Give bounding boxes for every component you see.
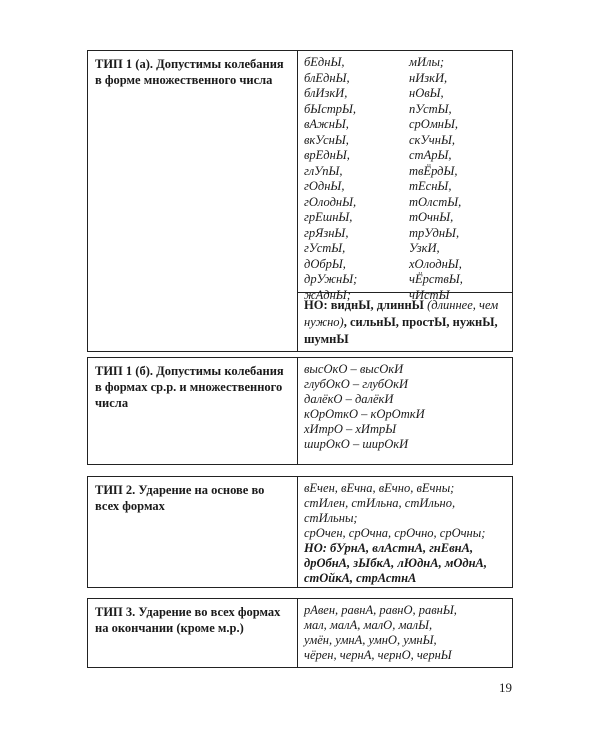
word-line: вЕчен, вЕчна, вЕчно, вЕчны; bbox=[304, 481, 455, 495]
column-divider bbox=[297, 358, 298, 464]
word-item: грЯзнЫ, bbox=[304, 225, 349, 240]
word-line: далёкО – далёкИ bbox=[304, 392, 394, 406]
word-item: бЕднЫ, bbox=[304, 55, 345, 69]
word-column-right bbox=[409, 55, 463, 303]
word-line: кОрОткО – кОрОткИ bbox=[304, 407, 425, 421]
exception-line: дрОбнА, зЫбкА, лЮднА, мОднА, bbox=[304, 556, 488, 570]
word-item: мИлы; bbox=[409, 55, 445, 69]
word-item: чЁрствЫ, bbox=[409, 272, 463, 286]
word-line: стИлен, стИльна, стИльно, bbox=[304, 496, 456, 510]
word-line: глубОкО – глубОкИ bbox=[304, 377, 408, 391]
word-line: хИтрО – хИтрЫ bbox=[304, 422, 397, 436]
word-item: срОмнЫ, bbox=[409, 117, 459, 131]
word-list bbox=[304, 481, 487, 586]
table-type-2 bbox=[87, 476, 513, 588]
exception-bold: шумнЫ bbox=[304, 332, 349, 346]
word-item: дрУжнЫ; bbox=[304, 272, 358, 286]
table-type-3 bbox=[87, 598, 513, 668]
word-item: дОбрЫ, bbox=[304, 256, 346, 271]
word-line: стИльны; bbox=[304, 511, 358, 525]
type-label-line: всех формах bbox=[95, 499, 165, 513]
column-divider bbox=[297, 599, 298, 667]
word-list bbox=[304, 362, 425, 452]
word-item: тОчнЫ, bbox=[409, 210, 454, 224]
word-item: бЫстрЫ, bbox=[304, 101, 357, 116]
exception-paren: нужно) bbox=[304, 315, 344, 329]
type-label bbox=[95, 482, 264, 514]
word-item: вАжнЫ, bbox=[304, 117, 349, 131]
word-item: чИстЫ bbox=[409, 287, 450, 302]
word-column-left bbox=[304, 55, 357, 303]
type-label-line: числа bbox=[95, 396, 129, 410]
word-item: трУднЫ, bbox=[409, 225, 460, 240]
word-item: нИзкИ, bbox=[409, 70, 448, 85]
word-item: хОлоднЫ, bbox=[409, 256, 462, 271]
word-item: жАднЫ; bbox=[304, 287, 351, 302]
word-line: чёрен, чернА, чернО, чернЫ bbox=[304, 648, 452, 662]
word-item: тЕснЫ, bbox=[409, 179, 452, 193]
exception-line: стОйкА, стрАстнА bbox=[304, 571, 417, 585]
word-item: УзкИ, bbox=[409, 241, 440, 255]
exception-line: НО: бУрнА, влАстнА, гнЕвнА, bbox=[304, 541, 474, 555]
word-item: блИзкИ, bbox=[304, 86, 348, 100]
word-line: высОкО – высОкИ bbox=[304, 362, 404, 376]
type-label-line: ТИП 1 (б). Допустимы колебания bbox=[95, 364, 284, 378]
word-list bbox=[304, 603, 457, 663]
column-divider bbox=[297, 477, 298, 587]
word-item: блЕднЫ, bbox=[304, 70, 350, 85]
type-label-line: в форме множественного числа bbox=[95, 73, 273, 87]
word-item: врЕднЫ, bbox=[304, 148, 350, 162]
type-label bbox=[95, 604, 280, 636]
word-item: вкУснЫ, bbox=[304, 132, 349, 147]
exception-bold: НО: виднЫ, длиннЫ bbox=[304, 298, 424, 312]
type-label bbox=[95, 363, 284, 411]
exception-paren: (длиннее, чем bbox=[423, 298, 499, 312]
word-line: ширОкО – ширОкИ bbox=[304, 437, 409, 451]
type-label-line: ТИП 1 (а). Допустимы колебания bbox=[95, 57, 284, 71]
type-label-line: ТИП 2. Ударение на основе во bbox=[95, 483, 265, 497]
table-type-1b bbox=[87, 357, 513, 465]
table-type-1a bbox=[87, 50, 513, 352]
word-item: гУстЫ, bbox=[304, 241, 346, 255]
type-label bbox=[95, 56, 284, 88]
type-label-line: ТИП 3. Ударение во всех формах bbox=[95, 605, 281, 619]
word-item: нОвЫ, bbox=[409, 86, 444, 100]
exception-note bbox=[304, 297, 498, 348]
word-line: умён, умнА, умнО, умнЫ, bbox=[304, 633, 437, 647]
word-item: гОлоднЫ, bbox=[304, 194, 357, 209]
word-item: стАрЫ, bbox=[409, 148, 452, 162]
exception-line bbox=[304, 331, 498, 348]
word-item: глУпЫ, bbox=[304, 163, 343, 178]
word-line: срОчен, срОчна, срОчно, срОчны; bbox=[304, 526, 486, 540]
word-item: грЕшнЫ, bbox=[304, 210, 353, 224]
word-item: твЁрдЫ, bbox=[409, 163, 458, 178]
word-line: рАвен, равнА, равнО, равнЫ, bbox=[304, 603, 457, 617]
page-number: 19 bbox=[499, 680, 512, 695]
type-label-line: в формах ср.р. и множественного bbox=[95, 380, 283, 394]
type-label-line: на окончании (кроме м.р.) bbox=[95, 621, 244, 635]
exception-bold: , сильнЫ, простЫ, нужнЫ, bbox=[343, 315, 498, 329]
word-item: скУчнЫ, bbox=[409, 132, 455, 147]
word-item: тОлстЫ, bbox=[409, 194, 462, 209]
exception-line bbox=[304, 297, 498, 314]
exception-line bbox=[304, 314, 498, 331]
word-line: мал, малА, малО, малЫ, bbox=[304, 618, 433, 632]
word-item: гОднЫ, bbox=[304, 179, 345, 193]
column-divider bbox=[297, 51, 298, 351]
word-item: пУстЫ, bbox=[409, 101, 452, 116]
